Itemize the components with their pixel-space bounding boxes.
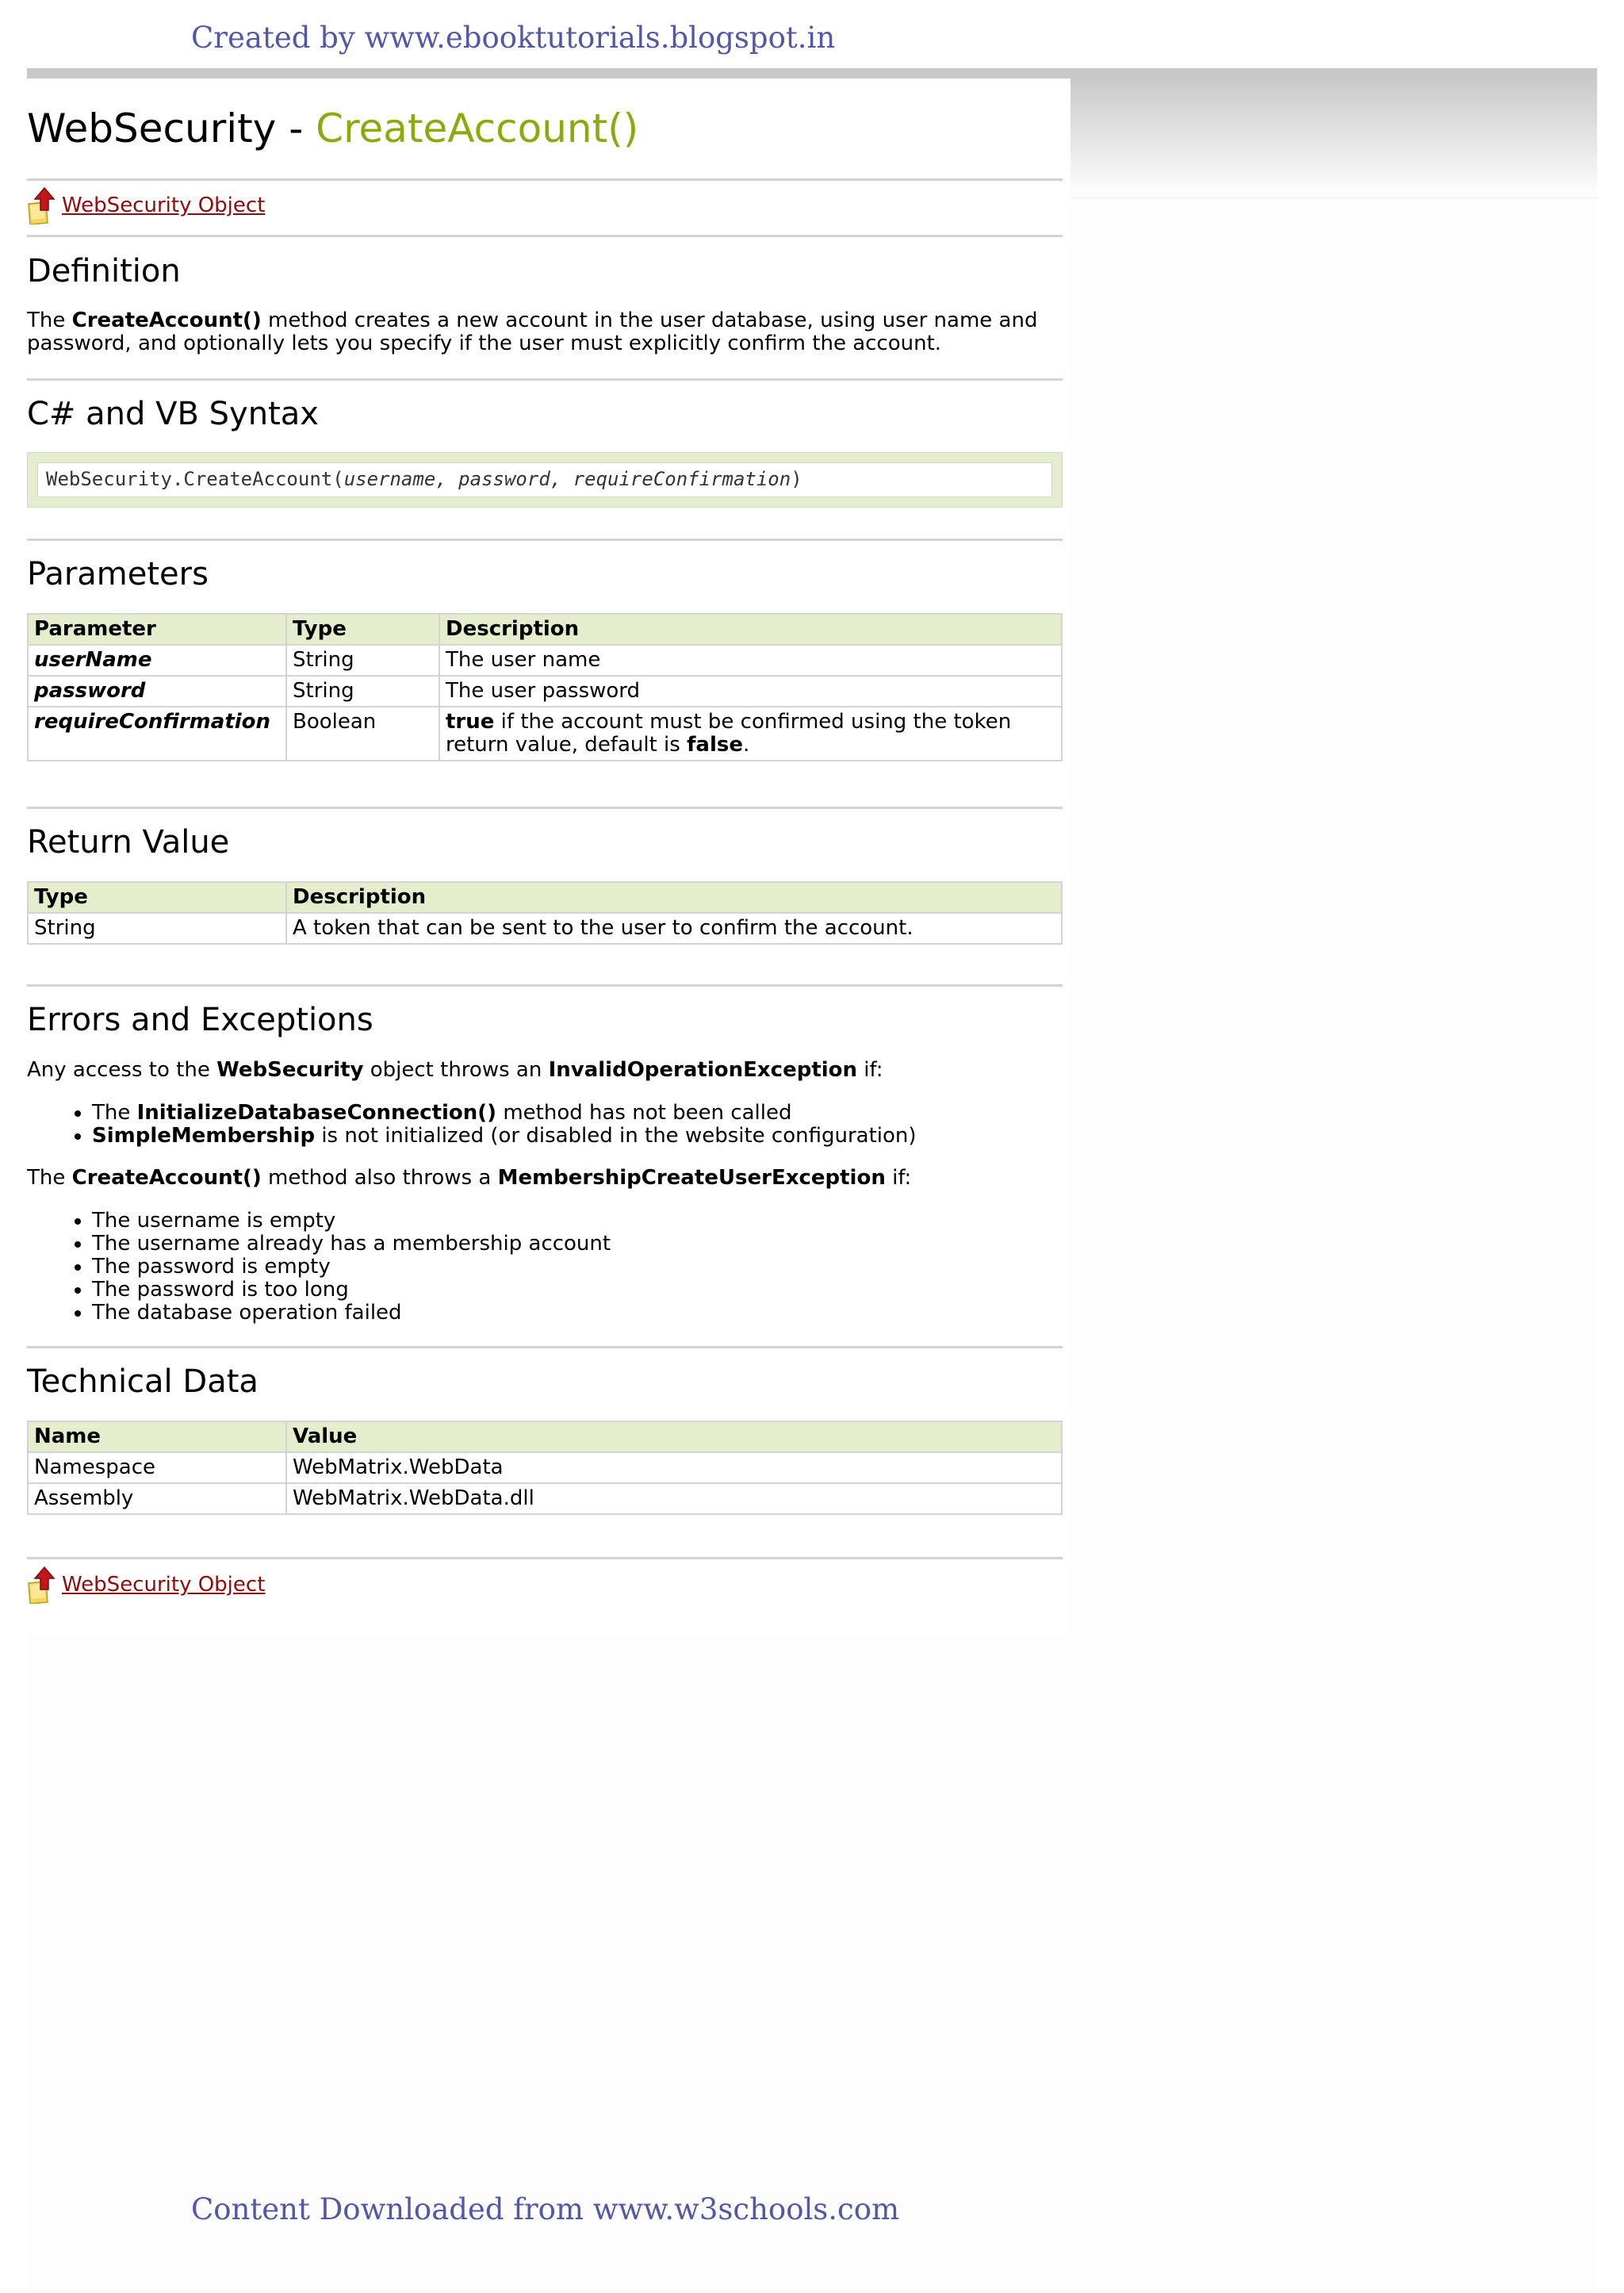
nav-link-label[interactable]: WebSecurity Object — [62, 1573, 266, 1597]
column-header: Parameter — [28, 614, 286, 645]
param-description: The user name — [439, 645, 1062, 676]
divider — [27, 807, 1063, 809]
tech-value: WebMatrix.WebData.dll — [286, 1483, 1062, 1514]
parameters-table — [27, 613, 1063, 761]
list-item: • The database operation failed — [92, 1302, 611, 1325]
technical-table — [27, 1421, 1063, 1515]
definition-heading: Definition — [27, 253, 181, 290]
table-header-row — [28, 1421, 1062, 1452]
syntax-code: WebSecurity.CreateAccount(username, password, requireConfirmation) — [37, 462, 1052, 497]
list-item: • The password is too long — [92, 1279, 611, 1302]
return-value-table — [27, 881, 1063, 945]
divider — [27, 984, 1063, 987]
divider — [27, 235, 1063, 237]
nav-link-bottom[interactable] — [27, 1566, 265, 1604]
divider — [27, 378, 1063, 381]
return-type: String — [28, 913, 286, 944]
param-name: userName — [28, 645, 286, 676]
tech-value: WebMatrix.WebData — [286, 1452, 1062, 1483]
parameters-heading: Parameters — [27, 556, 209, 592]
errors-list-2 — [27, 1210, 611, 1325]
divider — [27, 1346, 1063, 1348]
right-gradient-panel — [1071, 79, 1597, 198]
folder-up-icon — [27, 1566, 59, 1604]
tech-name: Namespace — [28, 1452, 286, 1483]
table-row — [28, 676, 1062, 707]
divider — [27, 539, 1063, 541]
nav-link-label[interactable]: WebSecurity Object — [62, 194, 266, 217]
folder-up-icon — [27, 186, 59, 224]
list-item: • The password is empty — [92, 1256, 611, 1279]
column-header: Value — [286, 1421, 1062, 1452]
definition-text: The CreateAccount() method creates a new account in the user database, using user name and password, and optionally lets you specify if the user must explicitly confirm the account. — [27, 309, 1038, 355]
title-method: CreateAccount() — [316, 105, 639, 151]
table-row — [28, 707, 1062, 761]
syntax-code-box — [27, 452, 1063, 508]
top-bar — [27, 68, 1597, 79]
errors-list-1 — [27, 1102, 917, 1148]
param-name: password — [28, 676, 286, 707]
divider — [27, 178, 1063, 181]
list-item: • SimpleMembership is not initialized (or disabled in the website configuration) — [92, 1125, 917, 1148]
errors-intro: Any access to the WebSecurity object throws an InvalidOperationException if: — [27, 1058, 883, 1082]
table-row — [28, 1483, 1062, 1514]
tech-name: Assembly — [28, 1483, 286, 1514]
param-type: Boolean — [286, 707, 439, 761]
param-type: String — [286, 645, 439, 676]
divider — [27, 1557, 1063, 1559]
title-object: WebSecurity - — [27, 105, 316, 151]
syntax-heading: C# and VB Syntax — [27, 396, 319, 432]
table-row — [28, 645, 1062, 676]
return-description: A token that can be sent to the user to confirm the account. — [286, 913, 1062, 944]
watermark-top: Created by www.ebooktutorials.blogspot.in — [191, 21, 836, 55]
page-title — [27, 105, 638, 151]
param-description: The user password — [439, 676, 1062, 707]
table-header-row — [28, 614, 1062, 645]
errors-intro-2: The CreateAccount() method also throws a MembershipCreateUserException if: — [27, 1166, 912, 1190]
watermark-bottom: Content Downloaded from www.w3schools.com — [191, 2192, 900, 2226]
technical-heading: Technical Data — [27, 1363, 259, 1400]
param-description: true if the account must be confirmed using the token return value, default is false. — [439, 707, 1062, 761]
list-item: • The username already has a membership account — [92, 1233, 611, 1256]
column-header: Type — [28, 882, 286, 913]
param-name: requireConfirmation — [28, 707, 286, 761]
column-header: Name — [28, 1421, 286, 1452]
column-header: Type — [286, 614, 439, 645]
table-row — [28, 913, 1062, 944]
table-row — [28, 1452, 1062, 1483]
column-header: Description — [439, 614, 1062, 645]
nav-link-top[interactable] — [27, 186, 265, 224]
return-value-heading: Return Value — [27, 824, 230, 861]
list-item: • The InitializeDatabaseConnection() method has not been called — [92, 1102, 917, 1125]
table-header-row — [28, 882, 1062, 913]
errors-heading: Errors and Exceptions — [27, 1002, 373, 1038]
param-type: String — [286, 676, 439, 707]
list-item: • The username is empty — [92, 1210, 611, 1233]
column-header: Description — [286, 882, 1062, 913]
